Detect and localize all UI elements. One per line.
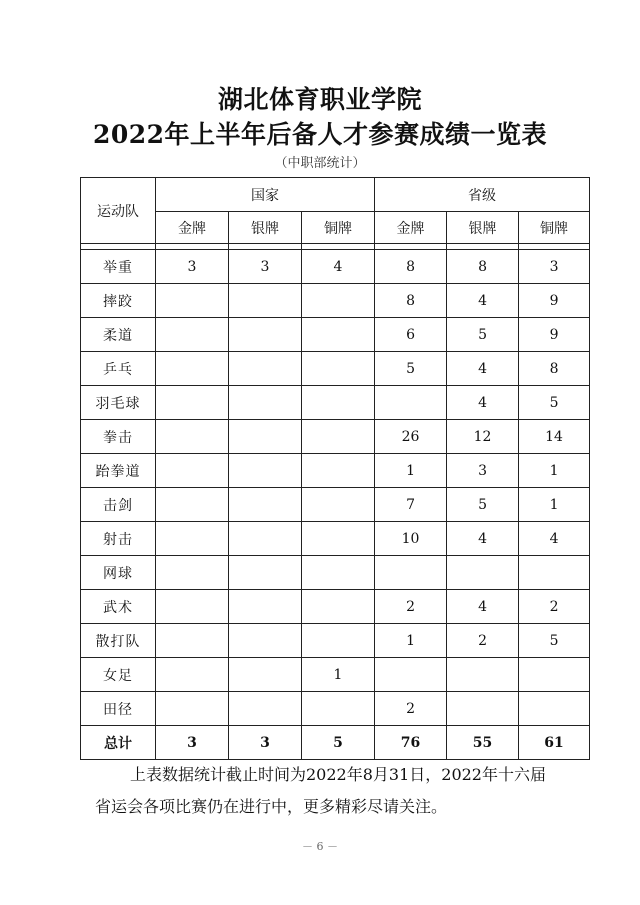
- national-silver-cell: [229, 556, 302, 590]
- national-bronze-cell: 1: [302, 658, 375, 692]
- table-row: [81, 488, 590, 522]
- team-cell: 击剑: [81, 488, 156, 522]
- national-bronze-cell: [302, 454, 375, 488]
- provincial-bronze-cell: 5: [519, 386, 590, 420]
- table-row: [81, 318, 590, 352]
- national-bronze-cell: [302, 352, 375, 386]
- header-row-medals: [81, 212, 590, 244]
- provincial-bronze-cell: [519, 692, 590, 726]
- national-gold-cell: [156, 658, 229, 692]
- results-table: [80, 177, 590, 760]
- table-row: [81, 590, 590, 624]
- table-row: [81, 624, 590, 658]
- national-silver-header: 银牌: [229, 212, 302, 244]
- national-gold-cell: [156, 624, 229, 658]
- provincial-silver-cell: 4: [447, 590, 519, 624]
- total-provincial-bronze-cell: 61: [519, 726, 590, 760]
- provincial-bronze-cell: 2: [519, 590, 590, 624]
- national-silver-cell: 3: [229, 250, 302, 284]
- national-gold-cell: [156, 386, 229, 420]
- national-gold-cell: 3: [156, 250, 229, 284]
- provincial-bronze-cell: 3: [519, 250, 590, 284]
- national-gold-cell: [156, 284, 229, 318]
- team-cell: 跆拳道: [81, 454, 156, 488]
- national-gold-cell: [156, 318, 229, 352]
- provincial-silver-header: 银牌: [447, 212, 519, 244]
- total-national-gold-cell: 3: [156, 726, 229, 760]
- team-cell: 射击: [81, 522, 156, 556]
- national-gold-cell: [156, 352, 229, 386]
- national-bronze-cell: [302, 556, 375, 590]
- national-bronze-cell: [302, 692, 375, 726]
- national-gold-header: 金牌: [156, 212, 229, 244]
- national-silver-cell: [229, 352, 302, 386]
- table-row: [81, 352, 590, 386]
- table-row: [81, 692, 590, 726]
- national-silver-cell: [229, 658, 302, 692]
- national-bronze-cell: [302, 386, 375, 420]
- total-national-bronze-cell: 5: [302, 726, 375, 760]
- provincial-gold-cell: 2: [375, 692, 447, 726]
- national-silver-cell: [229, 624, 302, 658]
- national-bronze-cell: [302, 318, 375, 352]
- document-title-line2: 2022年上半年后备人才参赛成绩一览表: [92, 120, 548, 149]
- national-bronze-cell: 4: [302, 250, 375, 284]
- table-row: [81, 454, 590, 488]
- national-bronze-cell: [302, 488, 375, 522]
- provincial-group-header: 省级: [375, 178, 590, 212]
- table-row: [81, 658, 590, 692]
- provincial-bronze-header: 铜牌: [519, 212, 590, 244]
- team-cell: 举重: [81, 250, 156, 284]
- national-bronze-header: 铜牌: [302, 212, 375, 244]
- provincial-gold-cell: 2: [375, 590, 447, 624]
- provincial-silver-cell: 4: [447, 386, 519, 420]
- national-silver-cell: [229, 522, 302, 556]
- document-title-line1: 湖北体育职业学院: [217, 85, 422, 114]
- table-row: [81, 284, 590, 318]
- provincial-gold-header: 金牌: [375, 212, 447, 244]
- total-provincial-silver-cell: 55: [447, 726, 519, 760]
- total-provincial-gold-cell: 76: [375, 726, 447, 760]
- national-bronze-cell: [302, 420, 375, 454]
- national-silver-cell: [229, 284, 302, 318]
- national-gold-cell: [156, 454, 229, 488]
- provincial-gold-cell: 1: [375, 624, 447, 658]
- provincial-silver-cell: 5: [447, 318, 519, 352]
- team-cell: 女足: [81, 658, 156, 692]
- table-row: [81, 250, 590, 284]
- provincial-silver-cell: 12: [447, 420, 519, 454]
- national-silver-cell: [229, 420, 302, 454]
- national-gold-cell: [156, 420, 229, 454]
- provincial-gold-cell: [375, 658, 447, 692]
- provincial-gold-cell: 6: [375, 318, 447, 352]
- table-row: [81, 556, 590, 590]
- national-bronze-cell: [302, 590, 375, 624]
- team-cell: 羽毛球: [81, 386, 156, 420]
- note-line2: 省运会各项比赛仍在进行中，更多精彩尽请关注。: [95, 797, 448, 816]
- provincial-bronze-cell: 9: [519, 284, 590, 318]
- national-group-header: 国家: [156, 178, 375, 212]
- team-cell: 田径: [81, 692, 156, 726]
- national-gold-cell: [156, 522, 229, 556]
- total-team-cell: 总计: [81, 726, 156, 760]
- table-row: [81, 420, 590, 454]
- national-gold-cell: [156, 556, 229, 590]
- national-gold-cell: [156, 590, 229, 624]
- provincial-bronze-cell: 9: [519, 318, 590, 352]
- national-silver-cell: [229, 488, 302, 522]
- team-cell: 摔跤: [81, 284, 156, 318]
- provincial-bronze-cell: [519, 556, 590, 590]
- national-silver-cell: [229, 454, 302, 488]
- provincial-bronze-cell: 14: [519, 420, 590, 454]
- provincial-silver-cell: 4: [447, 352, 519, 386]
- page-number: － 6 －: [302, 840, 338, 853]
- provincial-gold-cell: 1: [375, 454, 447, 488]
- team-cell: 柔道: [81, 318, 156, 352]
- national-bronze-cell: [302, 624, 375, 658]
- national-silver-cell: [229, 590, 302, 624]
- total-row: [81, 726, 590, 760]
- national-gold-cell: [156, 488, 229, 522]
- national-silver-cell: [229, 318, 302, 352]
- provincial-bronze-cell: 5: [519, 624, 590, 658]
- team-cell: 武术: [81, 590, 156, 624]
- provincial-gold-cell: [375, 556, 447, 590]
- provincial-silver-cell: [447, 692, 519, 726]
- team-cell: 拳击: [81, 420, 156, 454]
- team-cell: 散打队: [81, 624, 156, 658]
- national-silver-cell: [229, 386, 302, 420]
- provincial-gold-cell: 5: [375, 352, 447, 386]
- provincial-gold-cell: 26: [375, 420, 447, 454]
- provincial-silver-cell: 2: [447, 624, 519, 658]
- note-line1: 上表数据统计截止时间为2022年8月31日，2022年十六届: [130, 765, 546, 784]
- provincial-silver-cell: [447, 556, 519, 590]
- team-cell: 网球: [81, 556, 156, 590]
- provincial-silver-cell: 4: [447, 284, 519, 318]
- provincial-silver-cell: [447, 658, 519, 692]
- provincial-gold-cell: 7: [375, 488, 447, 522]
- provincial-bronze-cell: 4: [519, 522, 590, 556]
- provincial-gold-cell: [375, 386, 447, 420]
- table-row: [81, 386, 590, 420]
- provincial-bronze-cell: 1: [519, 454, 590, 488]
- team-column-header: 运动队: [81, 178, 156, 244]
- provincial-silver-cell: 8: [447, 250, 519, 284]
- provincial-bronze-cell: 8: [519, 352, 590, 386]
- provincial-silver-cell: 5: [447, 488, 519, 522]
- national-bronze-cell: [302, 284, 375, 318]
- provincial-silver-cell: 3: [447, 454, 519, 488]
- provincial-silver-cell: 4: [447, 522, 519, 556]
- provincial-gold-cell: 8: [375, 284, 447, 318]
- provincial-bronze-cell: [519, 658, 590, 692]
- document-subtitle: （中职部统计）: [274, 156, 366, 171]
- team-cell: 乒乓: [81, 352, 156, 386]
- provincial-gold-cell: 8: [375, 250, 447, 284]
- national-gold-cell: [156, 692, 229, 726]
- national-bronze-cell: [302, 522, 375, 556]
- header-row-groups: [81, 178, 590, 212]
- total-national-silver-cell: 3: [229, 726, 302, 760]
- provincial-bronze-cell: 1: [519, 488, 590, 522]
- table-row: [81, 522, 590, 556]
- national-silver-cell: [229, 692, 302, 726]
- provincial-gold-cell: 10: [375, 522, 447, 556]
